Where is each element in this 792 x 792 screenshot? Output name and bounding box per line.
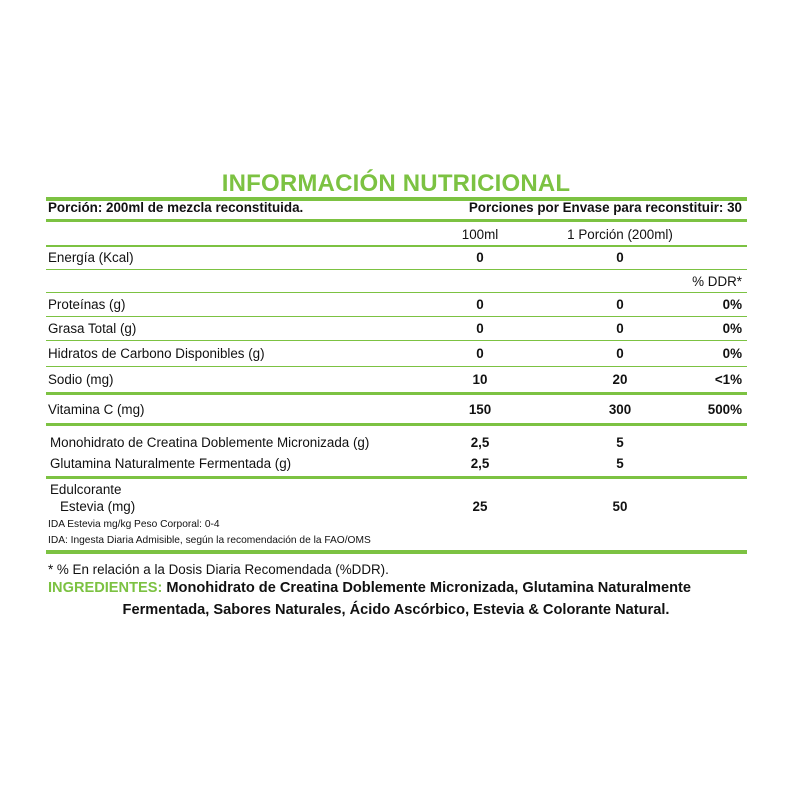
divider-proteins [46,316,747,317]
divider-bottom [46,550,747,554]
divider-header [46,219,747,222]
sodium-ddr: <1% [714,372,742,387]
vitamin-c-100ml: 150 [468,402,492,417]
stevia-label: Estevia (mg) [60,499,136,514]
fat-ddr: 0% [722,321,742,336]
divider-vitamin-c [46,423,747,426]
stevia-100ml: 25 [472,499,488,514]
creatine-portion: 5 [616,435,624,450]
creatine-100ml: 2,5 [470,435,490,450]
energy-100ml: 0 [476,250,484,265]
fat-100ml: 0 [476,321,484,336]
vitamin-c-portion: 300 [608,402,632,417]
carbs-label: Hidratos de Carbono Disponibles (g) [48,346,265,361]
divider-ddr [46,292,747,293]
proteins-portion: 0 [616,297,624,312]
fat-portion: 0 [616,321,624,336]
proteins-ddr: 0% [722,297,742,312]
sodium-100ml: 10 [472,372,488,387]
ida-note-stevia: IDA Estevia mg/kg Peso Corporal: 0-4 [48,519,220,530]
glutamine-portion: 5 [616,456,624,471]
divider-fat [46,340,747,341]
divider-sodium [46,392,747,395]
servings-label: Porciones por Envase para reconstituir: 30 [468,200,742,215]
sodium-portion: 20 [612,372,628,387]
ddr-footnote: * % En relación a la Dosis Diaria Recomendada (%DDR). [48,562,389,577]
carbs-100ml: 0 [476,346,484,361]
carbs-ddr: 0% [722,346,742,361]
ida-note-definition: IDA: Ingesta Diaria Admisible, según la recomendación de la FAO/OMS [48,535,371,546]
column-header-portion: 1 Porción (200ml) [567,227,673,242]
ingredients-line-1 [48,580,691,596]
divider-carbs [46,366,747,367]
divider-glutamine [46,476,747,479]
divider-columns [46,245,747,247]
label-title: INFORMACIÓN NUTRICIONAL [221,170,571,197]
sweetener-heading: Edulcorante [50,482,122,497]
glutamine-100ml: 2,5 [470,456,490,471]
glutamine-label: Glutamina Naturalmente Fermentada (g) [50,456,292,471]
ingredients-text-2: Fermentada, Sabores Naturales, Ácido Ascórbico, Estevia & Colorante Natural. [122,602,670,618]
sodium-label: Sodio (mg) [48,372,114,387]
portion-label: Porción: 200ml de mezcla reconstituida. [48,200,304,215]
column-header-100ml: 100ml [461,227,499,242]
fat-label: Grasa Total (g) [48,321,137,336]
energy-portion: 0 [616,250,624,265]
carbs-portion: 0 [616,346,624,361]
ingredients-heading: INGREDIENTES: [48,580,163,596]
proteins-label: Proteínas (g) [48,297,126,312]
creatine-label: Monohidrato de Creatina Doblemente Micronizada (g) [50,435,370,450]
column-header-ddr: % DDR* [692,274,742,289]
ingredients-text-1: Monohidrato de Creatina Doblemente Micronizada, Glutamina Naturalmente [166,580,692,596]
ingredients-line-2 [0,602,792,618]
vitamin-c-label: Vitamina C (mg) [48,402,145,417]
proteins-100ml: 0 [476,297,484,312]
vitamin-c-ddr: 500% [707,402,742,417]
energy-label: Energía (Kcal) [48,250,134,265]
divider-energy [46,269,747,270]
stevia-portion: 50 [612,499,628,514]
